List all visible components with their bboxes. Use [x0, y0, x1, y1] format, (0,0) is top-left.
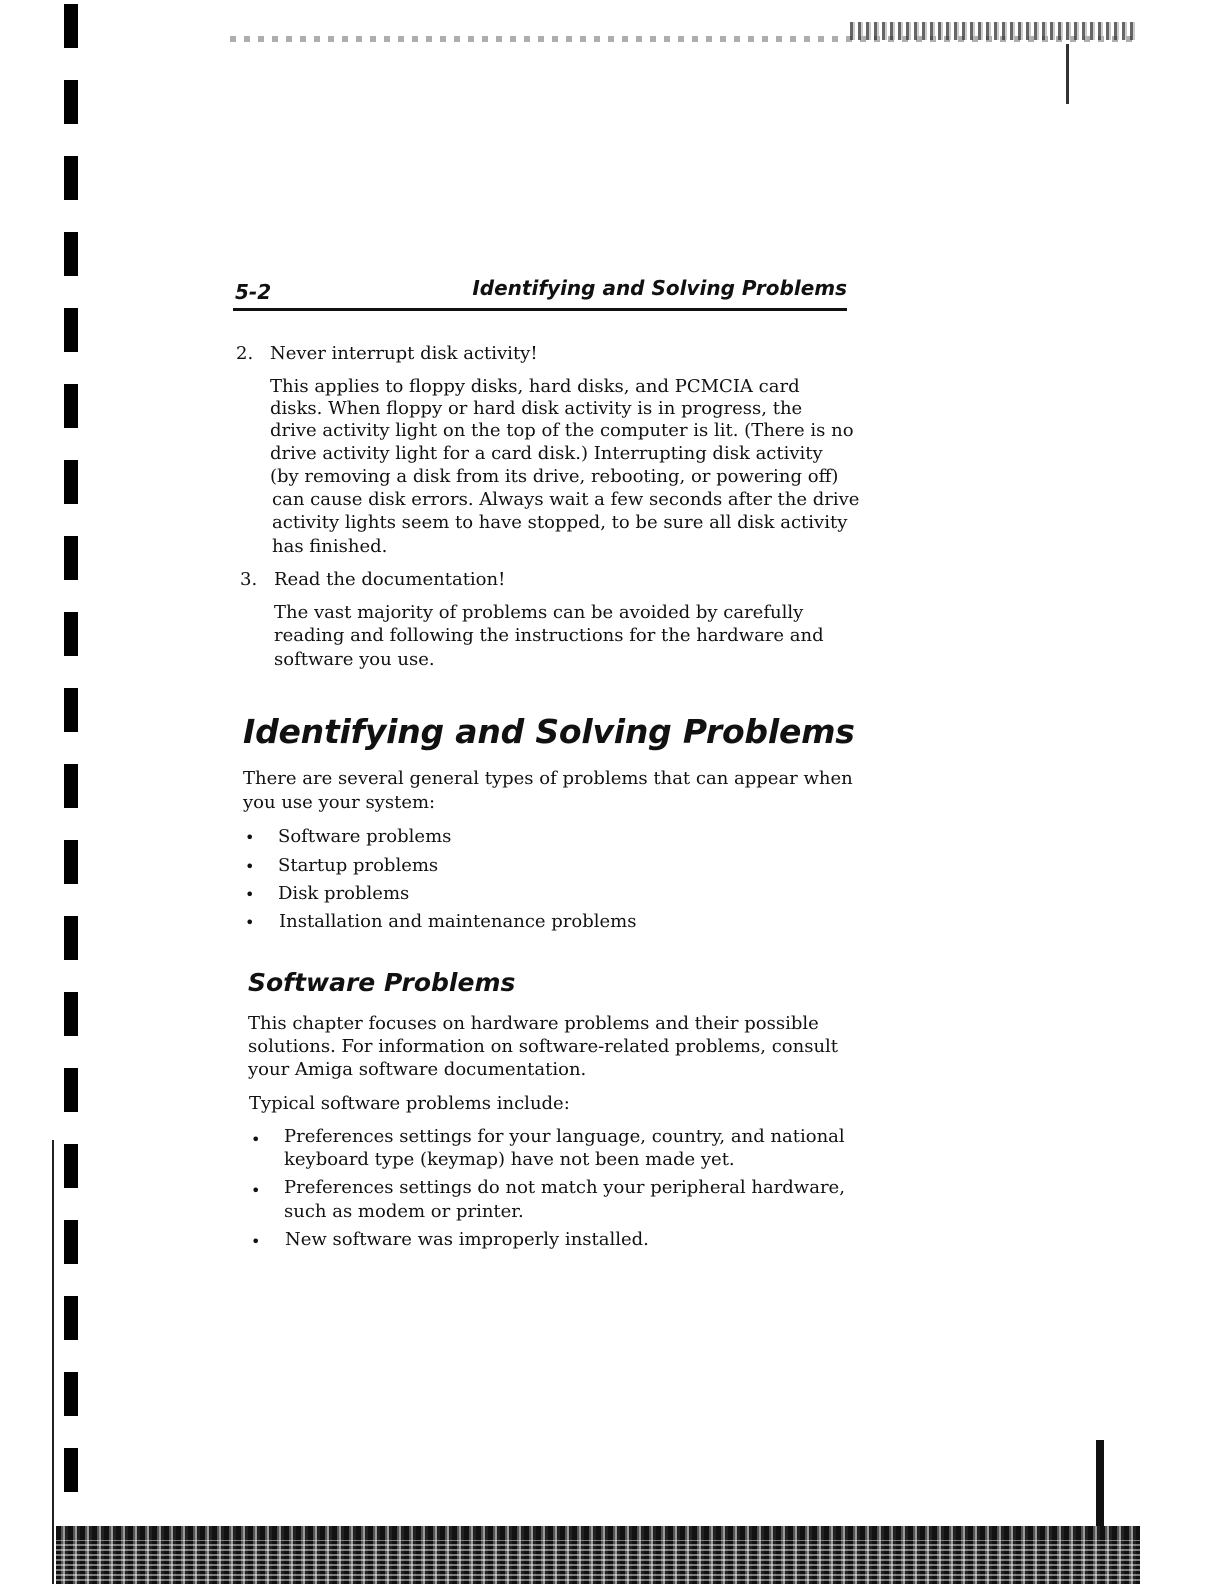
binding-hole: [64, 1220, 78, 1264]
typical-problems-intro: Typical software problems include:: [249, 1093, 570, 1114]
subsection-heading: Software Problems: [248, 968, 516, 997]
binding-hole: [64, 460, 78, 504]
page-number: 5-2: [235, 280, 272, 304]
binding-hole: [64, 688, 78, 732]
body-line: solutions. For information on software-related problems, consult: [248, 1036, 839, 1057]
body-line: can cause disk errors. Always wait a few seconds after the drive: [272, 489, 860, 510]
list-item-text: such as modem or printer.: [284, 1201, 524, 1222]
binding-hole: [64, 1068, 78, 1112]
body-line: There are several general types of problems that can appear when: [243, 768, 853, 789]
bullet-icon: •: [245, 857, 255, 876]
list-item-title: Never interrupt disk activity!: [270, 343, 538, 364]
body-line: drive activity light for a card disk.) Interrupting disk activity: [270, 443, 823, 464]
bullet-icon: •: [251, 1130, 261, 1149]
list-item-text: keyboard type (keymap) have not been made yet.: [284, 1149, 735, 1170]
body-line: drive activity light on the top of the computer is lit. (There is no: [270, 420, 854, 441]
body-line: activity lights seem to have stopped, to be sure all disk activity: [272, 512, 848, 533]
bullet-icon: •: [245, 913, 255, 932]
body-line: reading and following the instructions for the hardware and: [274, 625, 824, 646]
scan-right-bottom-bar: [1096, 1440, 1104, 1530]
scan-right-tick: [1066, 44, 1069, 104]
bullet-icon: •: [251, 1232, 261, 1251]
body-line: This chapter focuses on hardware problems and their possible: [248, 1013, 819, 1034]
binding-hole: [64, 764, 78, 808]
body-line: disks. When floppy or hard disk activity is in progress, the: [270, 398, 803, 419]
body-line: software you use.: [274, 649, 435, 670]
running-title: Identifying and Solving Problems: [472, 276, 847, 300]
body-line: your Amiga software documentation.: [248, 1059, 587, 1080]
list-item-text: Preferences settings for your language, country, and national: [284, 1126, 845, 1147]
body-line: The vast majority of problems can be avoided by carefully: [274, 602, 804, 623]
bullet-icon: •: [245, 828, 255, 847]
list-item-text: Startup problems: [278, 855, 439, 876]
binding-hole: [64, 992, 78, 1036]
scan-bottom-edge-noise: [56, 1540, 1140, 1584]
binding-hole: [64, 384, 78, 428]
binding-hole: [64, 536, 78, 580]
binding-hole: [64, 1448, 78, 1492]
scan-top-edge-noise: [850, 22, 1135, 40]
binding-hole: [64, 916, 78, 960]
binding-hole: [64, 232, 78, 276]
list-item-text: New software was improperly installed.: [285, 1229, 649, 1250]
bullet-icon: •: [245, 885, 255, 904]
list-number: 3.: [240, 569, 258, 590]
bullet-icon: •: [251, 1181, 261, 1200]
binding-holes: [64, 0, 80, 1584]
binding-hole: [64, 80, 78, 124]
binding-hole: [64, 1144, 78, 1188]
body-line: you use your system:: [243, 792, 436, 813]
section-heading: Identifying and Solving Problems: [243, 712, 855, 751]
list-item-text: Disk problems: [278, 883, 410, 904]
list-item-text: Preferences settings do not match your peripheral hardware,: [284, 1177, 845, 1198]
binding-hole: [64, 4, 78, 48]
list-item-text: Installation and maintenance problems: [279, 911, 637, 932]
list-item-title: Read the documentation!: [274, 569, 506, 590]
binding-hole: [64, 840, 78, 884]
binding-hole: [64, 308, 78, 352]
body-line: (by removing a disk from its drive, rebooting, or powering off): [270, 466, 839, 487]
scan-left-edge: [52, 1140, 54, 1584]
binding-hole: [64, 612, 78, 656]
list-item-text: Software problems: [278, 826, 452, 847]
body-line: This applies to floppy disks, hard disks, and PCMCIA card: [270, 376, 800, 397]
body-line: has finished.: [272, 536, 388, 557]
binding-hole: [64, 1372, 78, 1416]
page-header: [233, 274, 847, 311]
list-number: 2.: [236, 343, 254, 364]
binding-hole: [64, 156, 78, 200]
binding-hole: [64, 1296, 78, 1340]
